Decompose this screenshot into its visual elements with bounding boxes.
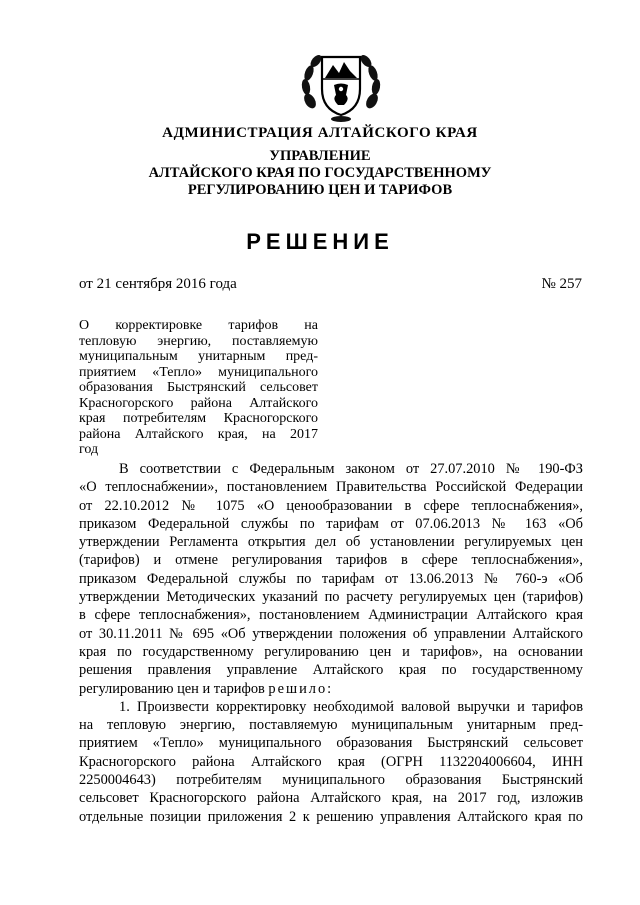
body-line: утверждении Методических указаний по расчету регулируемых цен (тарифов) <box>79 589 583 606</box>
body-line: приказом Федеральной службы по тарифам от 13.06.2013 № 760-э «Об <box>79 570 583 587</box>
document-date: от 21 сентября 2016 года <box>79 276 237 292</box>
subject-block <box>79 318 318 458</box>
item-1-line: Красногорского района Алтайского края (ОГРН 1132204006604, ИНН <box>79 753 583 770</box>
body-line: регулированию цен и тарифов <box>79 680 269 697</box>
body-line: от 30.11.2011 № 695 «Об утверждении положения об управлении Алтайского <box>79 625 583 642</box>
body-line-resolved <box>79 680 583 698</box>
document-number: № 257 <box>541 276 582 292</box>
body-line: в сфере теплоснабжения», постановлением Администрации Алтайского края <box>79 607 583 624</box>
document-type-title: РЕШЕНИЕ <box>246 229 394 254</box>
item-1-line: приятием «Тепло» муниципального образования Быстрянский сельсовет <box>79 735 583 752</box>
body-line: (тарифов) и отмене регулирования тарифов в сфере теплоснабжения», <box>79 552 583 569</box>
subject-line: образования Быстрянский сельсовет <box>79 380 318 395</box>
coat-of-arms-icon <box>298 49 384 125</box>
item-1-line: отдельные позиции приложения 2 к решению управления Алтайского края по <box>79 808 583 825</box>
subject-line: О корректировке тарифов на <box>79 318 318 333</box>
item-1-line: на тепловую энергию, поставляемую муниципальным унитарным пред- <box>79 717 583 734</box>
subject-line: приятием «Тепло» муниципального <box>79 364 318 380</box>
subject-line: тепловую энергию, поставляемую <box>79 333 318 349</box>
subject-line: района Алтайского края, на 2017 <box>79 426 318 442</box>
item-1-line: сельсовет Красногорского района Алтайского края, на 2017 год, изложив <box>79 790 583 807</box>
department-line-1: УПРАВЛЕНИЕ <box>269 148 371 164</box>
item-1-line: 2250004643) потребителям муниципального образования Быстрянский <box>79 772 583 789</box>
body-line: от 22.10.2012 № 1075 «О ценообразовании в сфере теплоснабжения», <box>79 497 583 514</box>
subject-line: края потребителям Красногорского <box>79 411 318 426</box>
body-line: края по государственному регулированию цен и тарифов», на основании <box>79 643 583 660</box>
item-1-line: 1. Произвести корректировку необходимой валовой выручки и тарифов <box>119 698 583 715</box>
subject-line: Красногорского района Алтайского <box>79 395 318 411</box>
department-line-2: АЛТАЙСКОГО КРАЯ ПО ГОСУДАРСТВЕННОМУ <box>148 165 492 181</box>
body-line: В соответствии с Федеральным законом от 27.07.2010 № 190-ФЗ <box>119 461 583 477</box>
subject-line: год <box>79 442 99 457</box>
subject-line: муниципальным унитарным пред- <box>79 349 318 364</box>
resolved-word: решило <box>268 680 328 697</box>
body-line: «О теплоснабжении», постановлением Правительства Российской Федерации <box>79 479 583 496</box>
resolved-colon: : <box>327 680 332 697</box>
body-text <box>79 460 583 826</box>
body-line: решения правления управление Алтайского края по государственному <box>79 662 583 679</box>
body-line: приказом Федеральной службы по тарифам от 07.06.2013 № 163 «Об <box>79 515 583 532</box>
body-line: утверждении Регламента открытия дел об установлении регулируемых цен <box>79 534 583 551</box>
department-line-3: РЕГУЛИРОВАНИЮ ЦЕН И ТАРИФОВ <box>187 182 453 198</box>
administration-title: АДМИНИСТРАЦИЯ АЛТАЙСКОГО КРАЯ <box>162 125 478 141</box>
